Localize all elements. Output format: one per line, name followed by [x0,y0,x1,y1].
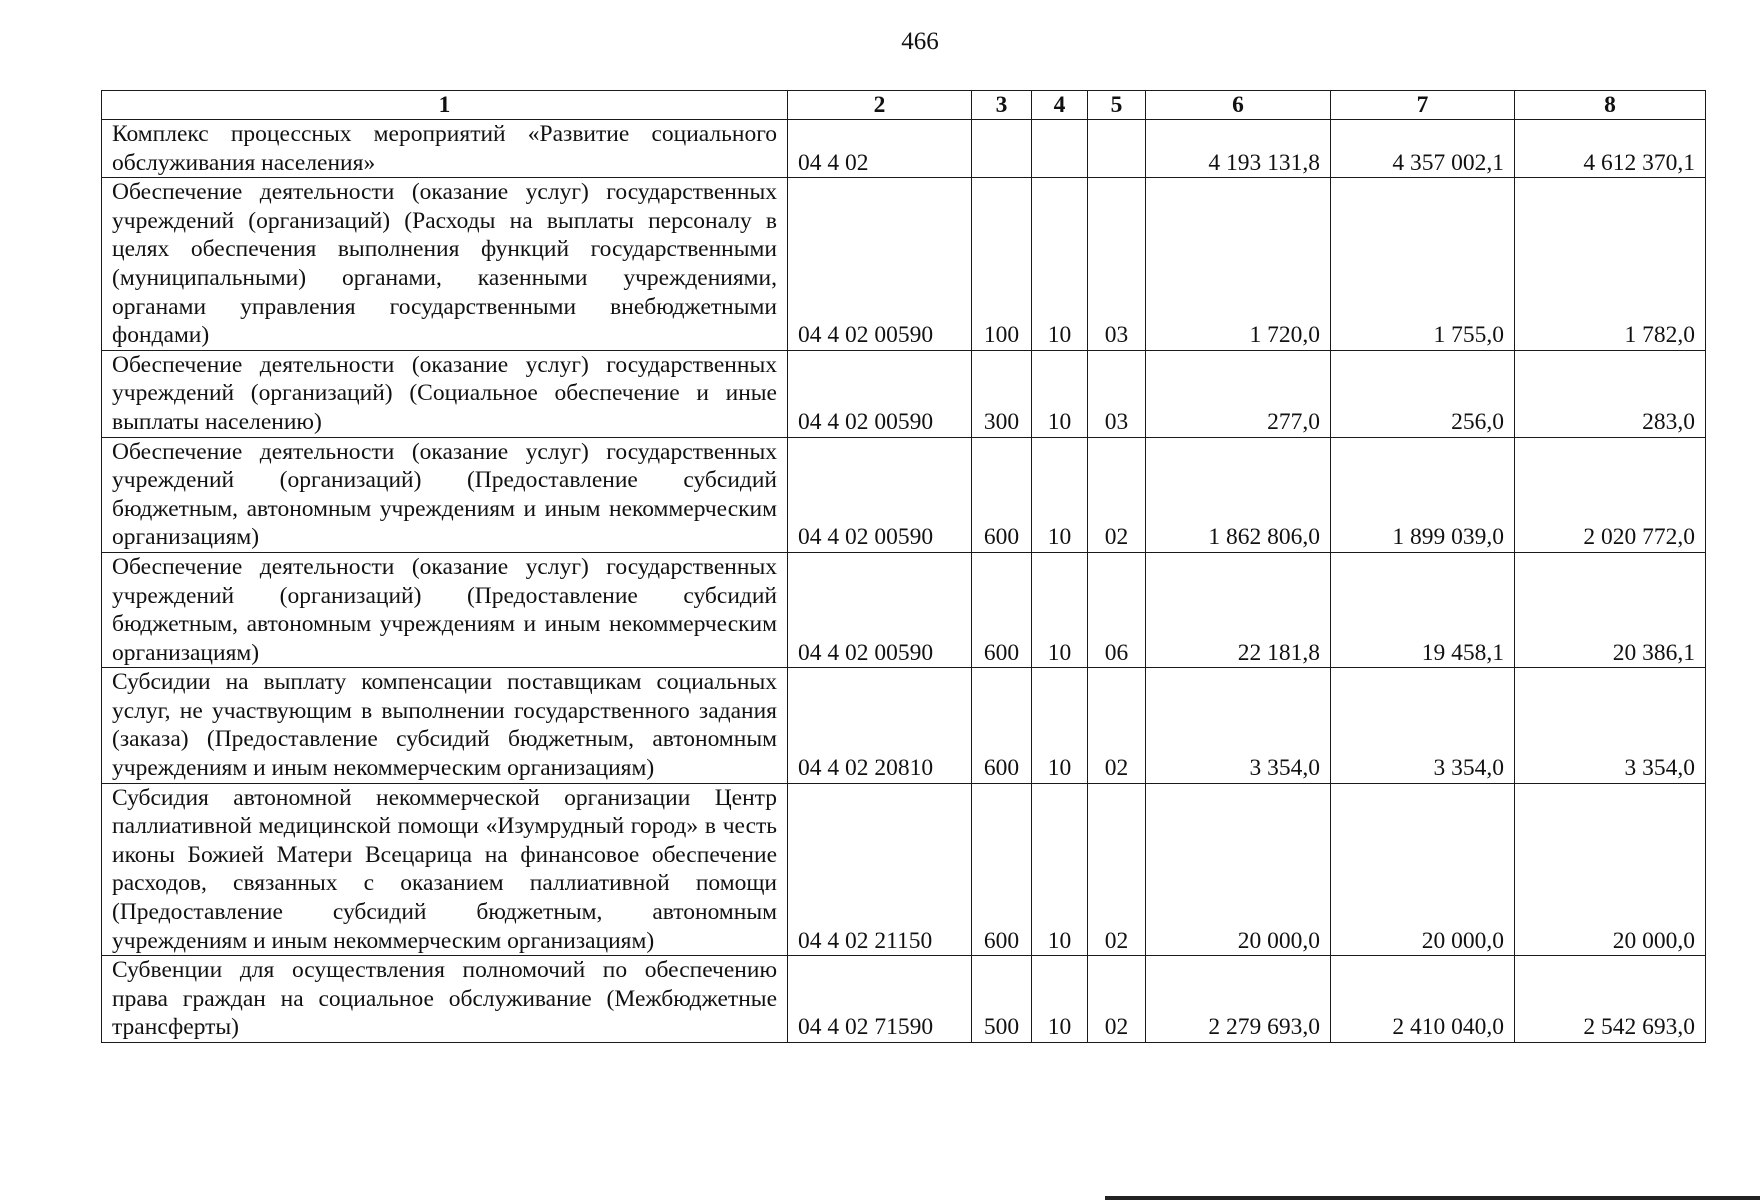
amount-year3-cell: 2 542 693,0 [1515,956,1706,1043]
column-header: 4 [1032,91,1088,120]
amount-year1-cell: 3 354,0 [1146,668,1331,783]
table-row [102,552,1706,667]
column-header: 8 [1515,91,1706,120]
amount-year1-cell: 1 862 806,0 [1146,437,1331,552]
amount-year2-cell: 3 354,0 [1331,668,1515,783]
column-header: 7 [1331,91,1515,120]
amount-year2-cell: 19 458,1 [1331,552,1515,667]
amount-year3-cell: 283,0 [1515,350,1706,437]
section-code-cell [1032,120,1088,178]
table-row [102,178,1706,351]
amount-year3-cell: 20 386,1 [1515,552,1706,667]
target-article-code-cell: 04 4 02 00590 [788,178,972,351]
expense-type-code-cell: 500 [972,956,1032,1043]
amount-year3-cell: 2 020 772,0 [1515,437,1706,552]
section-code-cell: 10 [1032,956,1088,1043]
target-article-code-cell: 04 4 02 00590 [788,552,972,667]
amount-year2-cell: 20 000,0 [1331,783,1515,956]
amount-year3-cell: 20 000,0 [1515,783,1706,956]
table-row [102,350,1706,437]
section-code-cell: 10 [1032,437,1088,552]
target-article-code-cell: 04 4 02 20810 [788,668,972,783]
expense-name-cell: Субсидии на выплату компенсации поставщикам социальных услуг, не участвующим в выполнении государственного задания (заказа) (Предоставление субсидий бюджетным, автономным учреждениям и иным некоммерческим организациям) [102,668,788,783]
amount-year2-cell: 256,0 [1331,350,1515,437]
column-header: 6 [1146,91,1331,120]
subsection-code-cell: 02 [1088,783,1146,956]
column-header: 5 [1088,91,1146,120]
amount-year3-cell: 3 354,0 [1515,668,1706,783]
expense-type-code-cell: 600 [972,783,1032,956]
column-header: 2 [788,91,972,120]
page-bottom-rule [1105,1196,1760,1200]
amount-year3-cell: 1 782,0 [1515,178,1706,351]
target-article-code-cell: 04 4 02 21150 [788,783,972,956]
expense-name-cell: Субсидия автономной некоммерческой организации Центр паллиативной медицинской помощи «Изумрудный город» в честь иконы Божией Матери Всецарица на финансовое обеспечение расходов, связанных с оказанием паллиативной помощи (Предоставление субсидий бюджетным, автономным учреждениям и иным некоммерческим организациям) [102,783,788,956]
section-code-cell: 10 [1032,668,1088,783]
amount-year2-cell: 1 899 039,0 [1331,437,1515,552]
subsection-code-cell: 02 [1088,437,1146,552]
target-article-code-cell: 04 4 02 [788,120,972,178]
amount-year2-cell: 4 357 002,1 [1331,120,1515,178]
target-article-code-cell: 04 4 02 00590 [788,437,972,552]
expense-type-code-cell: 600 [972,668,1032,783]
section-code-cell: 10 [1032,350,1088,437]
table-row [102,783,1706,956]
column-header: 1 [102,91,788,120]
expense-name-cell: Комплекс процессных мероприятий «Развитие социального обслуживания населения» [102,120,788,178]
expense-type-code-cell: 600 [972,437,1032,552]
subsection-code-cell [1088,120,1146,178]
page-number: 466 [901,28,939,55]
table-row [102,437,1706,552]
section-code-cell: 10 [1032,552,1088,667]
amount-year1-cell: 277,0 [1146,350,1331,437]
header-row [102,91,1706,120]
expense-name-cell: Обеспечение деятельности (оказание услуг) государственных учреждений (организаций) (Социальное обеспечение и иные выплаты населению) [102,350,788,437]
table-row [102,956,1706,1043]
expense-type-code-cell [972,120,1032,178]
expense-type-code-cell: 300 [972,350,1032,437]
amount-year1-cell: 4 193 131,8 [1146,120,1331,178]
amount-year1-cell: 2 279 693,0 [1146,956,1331,1043]
expense-name-cell: Обеспечение деятельности (оказание услуг) государственных учреждений (организаций) (Расходы на выплаты персоналу в целях обеспечения выполнения функций государственными (муниципальными) органами, казенными учреждениями, органами управления государственными внебюджетными фондами) [102,178,788,351]
column-header: 3 [972,91,1032,120]
section-code-cell: 10 [1032,783,1088,956]
amount-year1-cell: 1 720,0 [1146,178,1331,351]
table-row [102,120,1706,178]
subsection-code-cell: 06 [1088,552,1146,667]
subsection-code-cell: 02 [1088,668,1146,783]
expense-type-code-cell: 100 [972,178,1032,351]
amount-year3-cell: 4 612 370,1 [1515,120,1706,178]
amount-year1-cell: 20 000,0 [1146,783,1331,956]
amount-year2-cell: 1 755,0 [1331,178,1515,351]
section-code-cell: 10 [1032,178,1088,351]
subsection-code-cell: 03 [1088,350,1146,437]
expense-name-cell: Обеспечение деятельности (оказание услуг) государственных учреждений (организаций) (Предоставление субсидий бюджетным, автономным учреждениям и иным некоммерческим организациям) [102,552,788,667]
budget-table [101,90,1706,1043]
amount-year1-cell: 22 181,8 [1146,552,1331,667]
expense-type-code-cell: 600 [972,552,1032,667]
subsection-code-cell: 02 [1088,956,1146,1043]
target-article-code-cell: 04 4 02 00590 [788,350,972,437]
amount-year2-cell: 2 410 040,0 [1331,956,1515,1043]
expense-name-cell: Субвенции для осуществления полномочий по обеспечению права граждан на социальное обслуживание (Межбюджетные трансферты) [102,956,788,1043]
expense-name-cell: Обеспечение деятельности (оказание услуг) государственных учреждений (организаций) (Предоставление субсидий бюджетным, автономным учреждениям и иным некоммерческим организациям) [102,437,788,552]
table-row [102,668,1706,783]
target-article-code-cell: 04 4 02 71590 [788,956,972,1043]
subsection-code-cell: 03 [1088,178,1146,351]
